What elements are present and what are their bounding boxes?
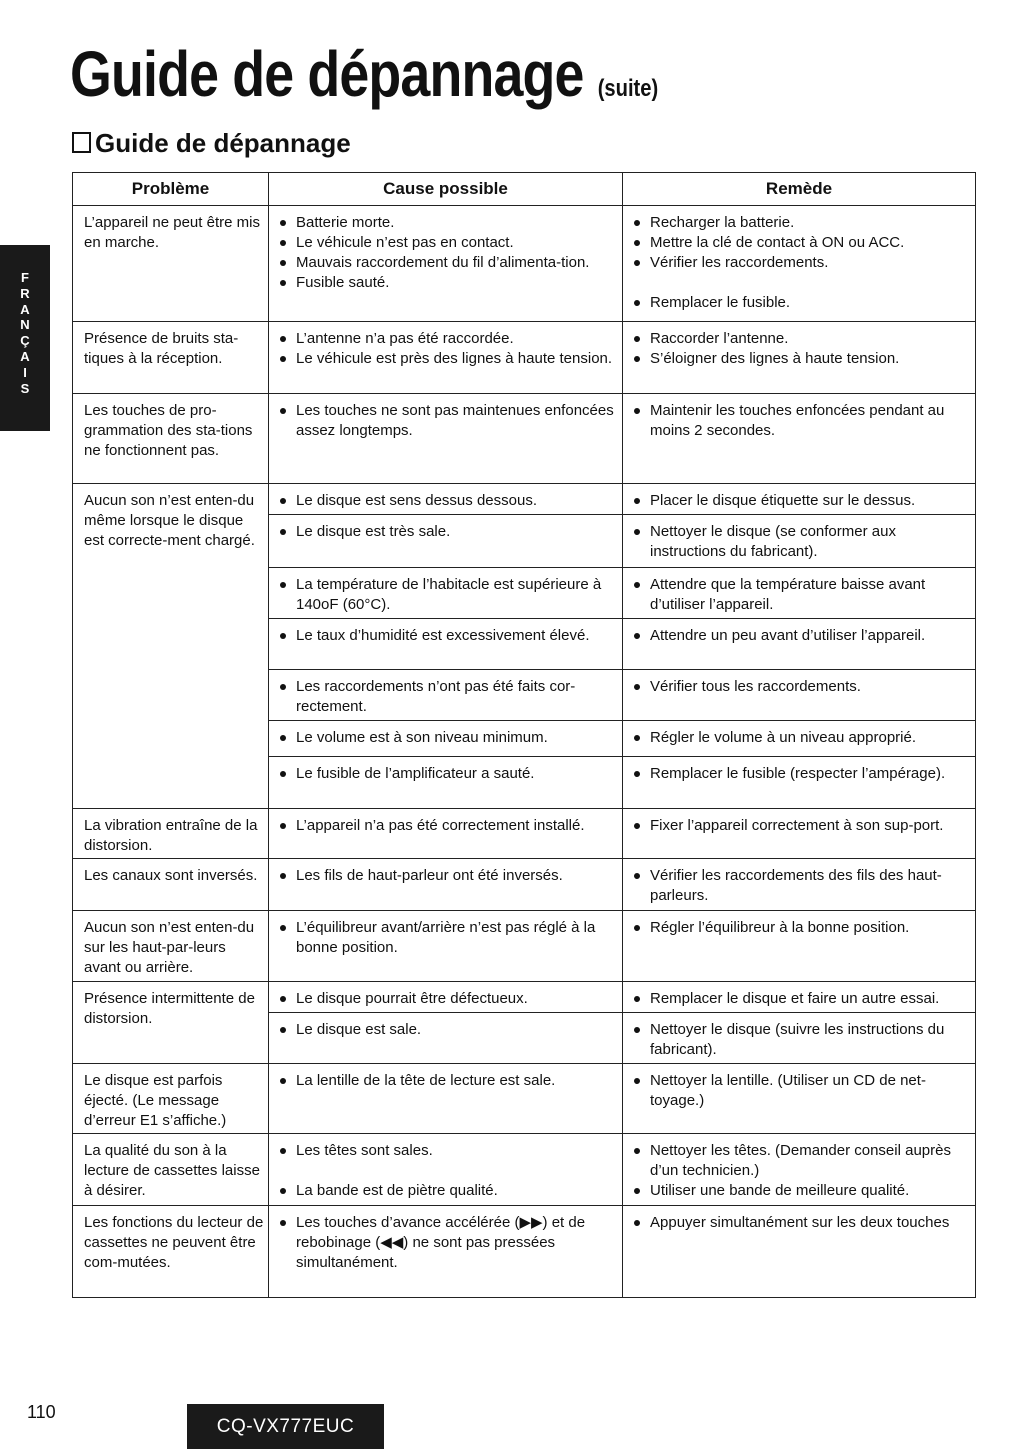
remedy-item: Vérifier tous les raccordements.: [631, 677, 969, 697]
problem-cell: Les fonctions du lecteur de cassettes ne peuvent être com-mutées.: [73, 1206, 269, 1298]
remedy-item: Nettoyer les têtes. (Demander conseil auprès d’un technicien.): [631, 1141, 969, 1181]
remedy-cell: [623, 1206, 976, 1298]
cause-group: [269, 1134, 622, 1205]
cause-group: [269, 859, 622, 890]
cause-cell: [269, 484, 623, 809]
remedy-group: [623, 859, 975, 910]
remedy-cell: [623, 484, 976, 809]
table-row: [73, 206, 976, 322]
troubleshooting-table: [72, 172, 976, 1298]
cause-cell: [269, 982, 623, 1064]
cause-item: La température de l’habitacle est supérieure à 140oF (60°C).: [277, 575, 616, 615]
cause-cell: [269, 911, 623, 982]
problem-cell: Aucun son n’est enten-du sur les haut-par-leurs avant ou arrière.: [73, 911, 269, 982]
remedy-cell: [623, 982, 976, 1064]
cause-cell: [269, 206, 623, 322]
remedy-group: [623, 206, 975, 317]
problem-cell: Présence de bruits sta-tiques à la réception.: [73, 322, 269, 394]
cause-item: Le disque est sens dessus dessous.: [277, 491, 616, 511]
problem-cell: Les canaux sont inversés.: [73, 859, 269, 911]
cause-item: Batterie morte.: [277, 213, 616, 233]
remedy-item: Maintenir les touches enfoncées pendant au moins 2 secondes.: [631, 401, 969, 441]
table-row: [73, 484, 976, 809]
page-title-text: Guide de dépannage: [70, 38, 584, 110]
cause-item: Le disque est très sale.: [277, 522, 616, 542]
remedy-item: S’éloigner des lignes à haute tension.: [631, 349, 969, 369]
problem-cell: Présence intermittente de distorsion.: [73, 982, 269, 1064]
model-badge: CQ-VX777EUC: [187, 1404, 384, 1449]
cause-item: L’équilibreur avant/arrière n’est pas réglé à la bonne position.: [277, 918, 616, 958]
cause-group: [269, 911, 622, 962]
column-header-cause: Cause possible: [269, 173, 623, 206]
page-number: 110: [27, 1402, 56, 1422]
remedy-group: [623, 322, 975, 373]
remedy-cell: [623, 809, 976, 859]
checkbox-square-icon: [72, 132, 91, 153]
cause-item: Le véhicule est près des lignes à haute tension.: [277, 349, 616, 369]
table-row: [73, 911, 976, 982]
cause-group: [269, 982, 622, 1012]
remedy-group: [623, 669, 975, 720]
remedy-item: Placer le disque étiquette sur le dessus.: [631, 491, 969, 511]
remedy-item: Vérifier les raccordements.: [631, 253, 969, 273]
cause-cell: [269, 809, 623, 859]
problem-cell: La vibration entraîne de la distorsion.: [73, 809, 269, 859]
remedy-item: Attendre un peu avant d’utiliser l’appareil.: [631, 626, 969, 646]
section-title: [72, 128, 351, 159]
remedy-group: [623, 618, 975, 669]
remedy-cell: [623, 394, 976, 484]
remedy-group: [623, 809, 975, 840]
cause-group: [269, 394, 622, 445]
cause-item: Le volume est à son niveau minimum.: [277, 728, 616, 748]
cause-cell: [269, 1134, 623, 1206]
remedy-item: Utiliser une bande de meilleure qualité.: [631, 1181, 969, 1201]
remedy-group: [623, 514, 975, 567]
cause-group: [269, 1012, 622, 1063]
cause-group: [269, 720, 622, 756]
table-row: [73, 1206, 976, 1298]
remedy-group: [623, 720, 975, 756]
remedy-group: [623, 756, 975, 808]
remedy-item: Remplacer le disque et faire un autre essai.: [631, 989, 969, 1009]
remedy-group: [623, 1064, 975, 1115]
cause-item: Fusible sauté.: [277, 273, 616, 293]
cause-cell: [269, 1064, 623, 1134]
remedy-cell: [623, 911, 976, 982]
table-row: [73, 859, 976, 911]
table-row: [73, 322, 976, 394]
remedy-group: [623, 567, 975, 618]
remedy-cell: [623, 1064, 976, 1134]
cause-group: [269, 1064, 622, 1095]
remedy-item: Nettoyer le disque (suivre les instructions du fabricant).: [631, 1020, 969, 1060]
remedy-cell: [623, 206, 976, 322]
cause-group: [269, 206, 622, 297]
page-title: [70, 38, 659, 110]
remedy-item: Nettoyer le disque (se conformer aux instructions du fabricant).: [631, 522, 969, 562]
remedy-cell: [623, 859, 976, 911]
table-header-row: [73, 173, 976, 206]
problem-cell: Le disque est parfois éjecté. (Le message d’erreur E1 s’affiche.): [73, 1064, 269, 1134]
problem-cell: L’appareil ne peut être mis en marche.: [73, 206, 269, 322]
page-title-suffix: (suite): [597, 75, 659, 102]
cause-item: Les raccordements n’ont pas été faits cor-rectement.: [277, 677, 616, 717]
language-side-tab: F R A N Ç A I S: [0, 245, 50, 431]
cause-item: Les touches ne sont pas maintenues enfoncées assez longtemps.: [277, 401, 616, 441]
remedy-item: Attendre que la température baisse avant d’utiliser l’appareil.: [631, 575, 969, 615]
remedy-item: Fixer l’appareil correctement à son sup-port.: [631, 816, 969, 836]
cause-item: Les fils de haut-parleur ont été inversés.: [277, 866, 616, 886]
table-row: [73, 982, 976, 1064]
remedy-item: Recharger la batterie.: [631, 213, 969, 233]
remedy-item: Appuyer simultanément sur les deux touches: [631, 1213, 969, 1233]
table-row: [73, 394, 976, 484]
remedy-item: Régler le volume à un niveau approprié.: [631, 728, 969, 748]
problem-cell: La qualité du son à la lecture de cassettes laisse à désirer.: [73, 1134, 269, 1206]
cause-group: [269, 567, 622, 618]
remedy-group: [623, 1206, 975, 1237]
cause-group: [269, 669, 622, 720]
cause-item: L’antenne n’a pas été raccordée.: [277, 329, 616, 349]
remedy-item: Raccorder l’antenne.: [631, 329, 969, 349]
remedy-cell: [623, 322, 976, 394]
cause-item: Les touches d’avance accélérée (▶▶) et de rebobinage (◀◀) ne sont pas pressées simultanément.: [277, 1213, 616, 1273]
remedy-group: [623, 982, 975, 1012]
remedy-item: Nettoyer la lentille. (Utiliser un CD de net-toyage.): [631, 1071, 969, 1111]
cause-cell: [269, 1206, 623, 1298]
cause-item: Le disque pourrait être défectueux.: [277, 989, 616, 1009]
cause-group: [269, 1206, 622, 1277]
table-row: [73, 809, 976, 859]
section-title-text: Guide de dépannage: [95, 128, 351, 158]
remedy-item: Remplacer le fusible (respecter l’ampérage).: [631, 764, 969, 784]
cause-group: [269, 322, 622, 373]
cause-item: L’appareil n’a pas été correctement installé.: [277, 816, 616, 836]
cause-group: [269, 618, 622, 669]
column-header-problem: Problème: [73, 173, 269, 206]
cause-group: [269, 809, 622, 840]
cause-item: Le disque est sale.: [277, 1020, 616, 1040]
cause-item: Le fusible de l’amplificateur a sauté.: [277, 764, 616, 784]
remedy-item: Régler l’équilibreur à la bonne position.: [631, 918, 969, 938]
problem-cell: Les touches de pro-grammation des sta-tions ne fonctionnent pas.: [73, 394, 269, 484]
cause-group: [269, 484, 622, 514]
remedy-group: [623, 394, 975, 445]
table-body: [73, 206, 976, 1298]
remedy-cell: [623, 1134, 976, 1206]
column-header-remedy: Remède: [623, 173, 976, 206]
cause-item: Le taux d’humidité est excessivement élevé.: [277, 626, 616, 646]
remedy-item: Mettre la clé de contact à ON ou ACC.: [631, 233, 969, 253]
cause-cell: [269, 322, 623, 394]
cause-group: [269, 756, 622, 808]
cause-group: [269, 514, 622, 567]
remedy-group: [623, 1012, 975, 1063]
cause-item: La lentille de la tête de lecture est sale.: [277, 1071, 616, 1091]
cause-item: Mauvais raccordement du fil d’alimenta-tion.: [277, 253, 616, 273]
table-row: [73, 1064, 976, 1134]
table-row: [73, 1134, 976, 1206]
cause-item: Les têtes sont sales.: [277, 1141, 616, 1161]
cause-cell: [269, 859, 623, 911]
remedy-group: [623, 1134, 975, 1205]
remedy-group: [623, 911, 975, 942]
cause-item: La bande est de piètre qualité.: [277, 1181, 616, 1201]
cause-item: Le véhicule n’est pas en contact.: [277, 233, 616, 253]
remedy-item: Vérifier les raccordements des fils des haut-parleurs.: [631, 866, 969, 906]
problem-cell: Aucun son n’est enten-du même lorsque le disque est correcte-ment chargé.: [73, 484, 269, 809]
remedy-group: [623, 484, 975, 514]
cause-cell: [269, 394, 623, 484]
remedy-item: Remplacer le fusible.: [631, 293, 969, 313]
